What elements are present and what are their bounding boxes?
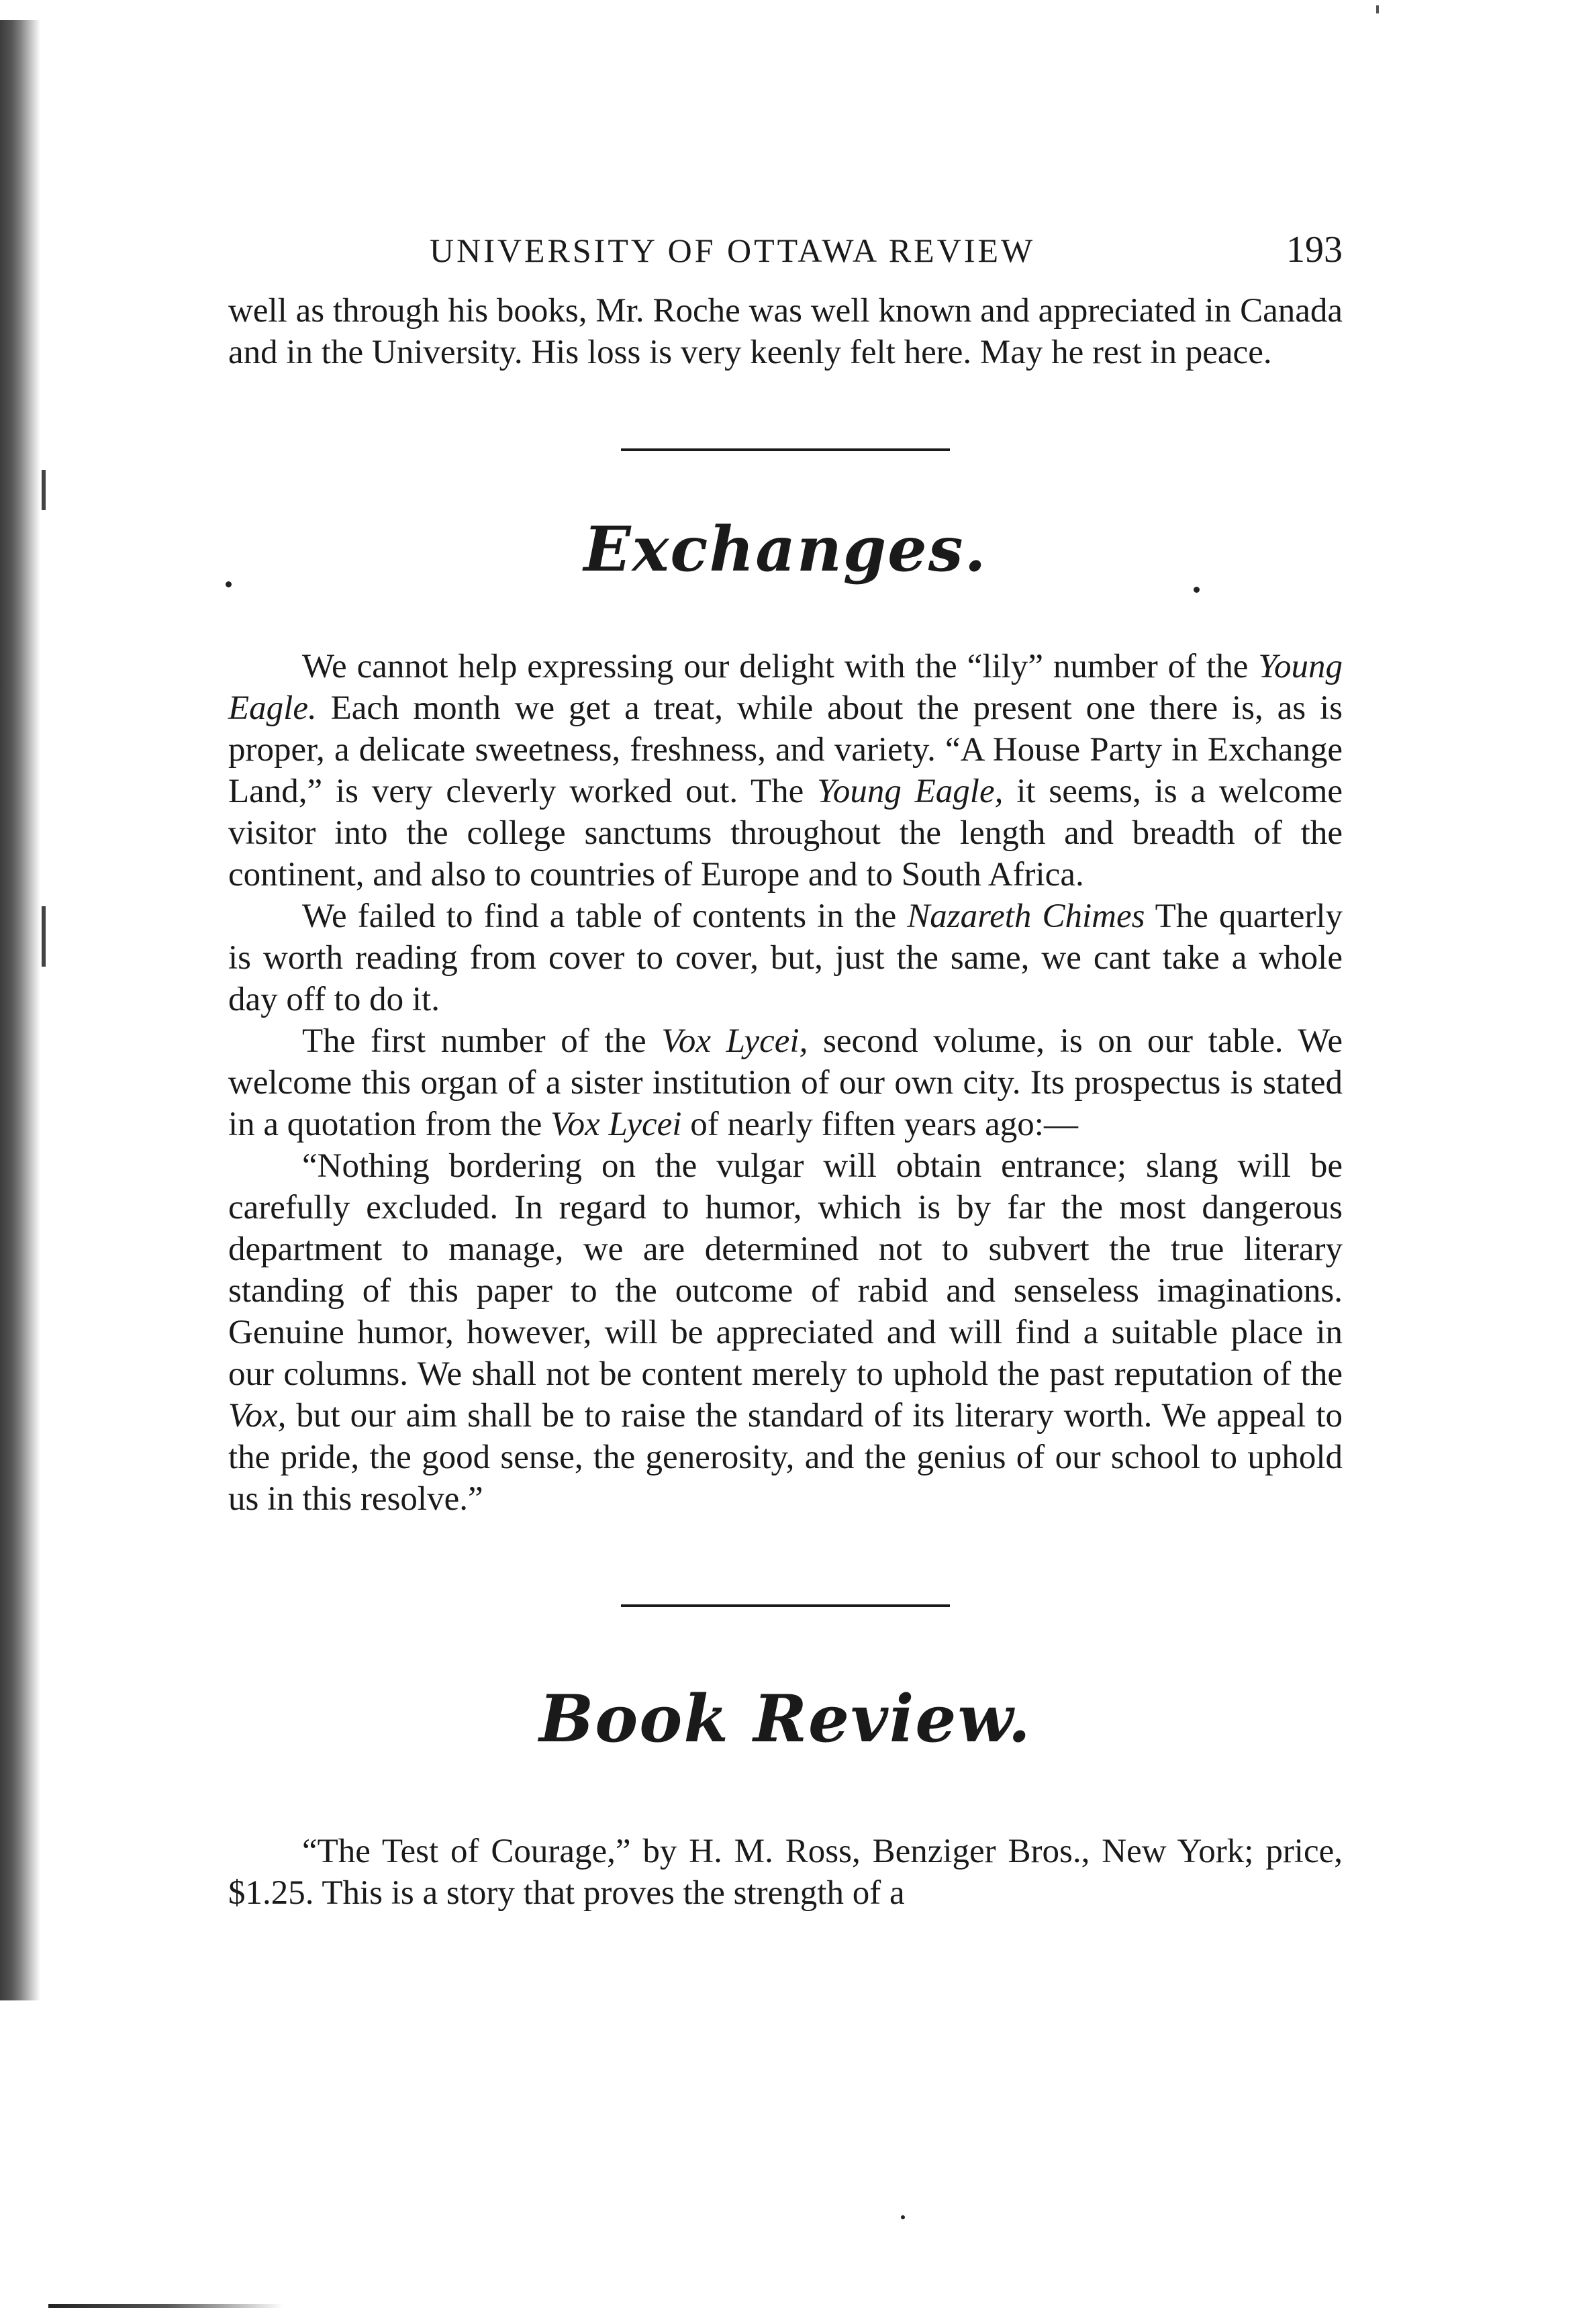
exchanges-paragraph-3 <box>228 1020 1343 1145</box>
scan-binding-edge <box>0 20 40 2000</box>
publication-title: Young Eagle. <box>228 648 1343 727</box>
exchanges-quotation <box>228 1145 1343 1520</box>
page-number: 193 <box>1286 229 1343 271</box>
text-run: We failed to find a table of contents in the <box>302 898 908 935</box>
scan-edge-scrap <box>48 2304 283 2308</box>
text-run: it seems, is a welcome visitor into the college sanctums throughout the length and breadth of the continent, and also to countries of Europe and to South Africa. <box>228 773 1343 893</box>
section-divider <box>621 448 950 451</box>
publication-title: Vox, <box>228 1397 287 1435</box>
scan-speck <box>1376 5 1379 13</box>
publication-title: Young Eagle, <box>817 773 1004 810</box>
intro-paragraph: well as through his books, Mr. Roche was well known and appreciated in Canada and in the University. His loss is very keenly felt here. May he rest in peace. <box>228 292 1343 371</box>
text-run: but our aim shall be to raise the standard of its literary worth. We appeal to the pride, the good sense, the generosity, and the genius of our school to uphold us in this resolve.” <box>228 1397 1343 1518</box>
publication-title: Vox Lycei, <box>661 1022 808 1060</box>
book-review-heading: Book Review. <box>539 1681 1032 1757</box>
text-run: Each month we get a treat, while about the present one there is, as is proper, a delicate sweetness, freshness, and variety. “A House Party in Exchange Land,” is very cleverly worked out. The <box>228 689 1343 810</box>
text-run: The first number of the <box>302 1022 662 1060</box>
section-divider <box>621 1604 950 1607</box>
scan-binding-mark <box>42 906 46 967</box>
text-run: The quarterly is worth reading from cover to cover, but, just the same, we cant take a whole day off to do it. <box>228 898 1343 1018</box>
text-run: “Nothing bordering on the vulgar will obtain entrance; slang will be carefully excluded. In regard to humor, which is by far the most dangerous department to manage, we are determined not to subvert the true literary standing of this paper to the outcome of rabid and senseless imaginations. Genuine humor, however, will be appreciated and will find a suitable place in our columns. We shall not be content merely to uphold the past reputation of the <box>228 1147 1343 1393</box>
publication-title: Nazareth Chimes <box>907 898 1145 935</box>
text-run: We cannot help expressing our delight with the “lily” number of the <box>302 648 1259 685</box>
scan-speck <box>901 2215 905 2219</box>
running-header <box>228 228 1343 271</box>
exchanges-paragraph-2 <box>228 895 1343 1020</box>
text-run: second volume, is on our table. We welcome this organ of a sister institution of our own city. Its prospectus is stated in a quotation from the <box>228 1022 1343 1143</box>
running-title: UNIVERSITY OF OTTAWA REVIEW <box>430 232 1036 269</box>
book-review-paragraph-1: “The Test of Courage,” by H. M. Ross, Benziger Bros., New York; price, $1.25. This is a story that proves the strength of a <box>228 1833 1343 1912</box>
exchanges-paragraph-1 <box>228 646 1343 895</box>
exchanges-heading: Exchanges. <box>583 513 987 585</box>
text-run: of nearly fiften years ago:— <box>681 1106 1078 1143</box>
page <box>228 228 1343 1914</box>
publication-title: Vox Lycei <box>550 1106 682 1143</box>
scan-binding-mark <box>42 470 46 510</box>
